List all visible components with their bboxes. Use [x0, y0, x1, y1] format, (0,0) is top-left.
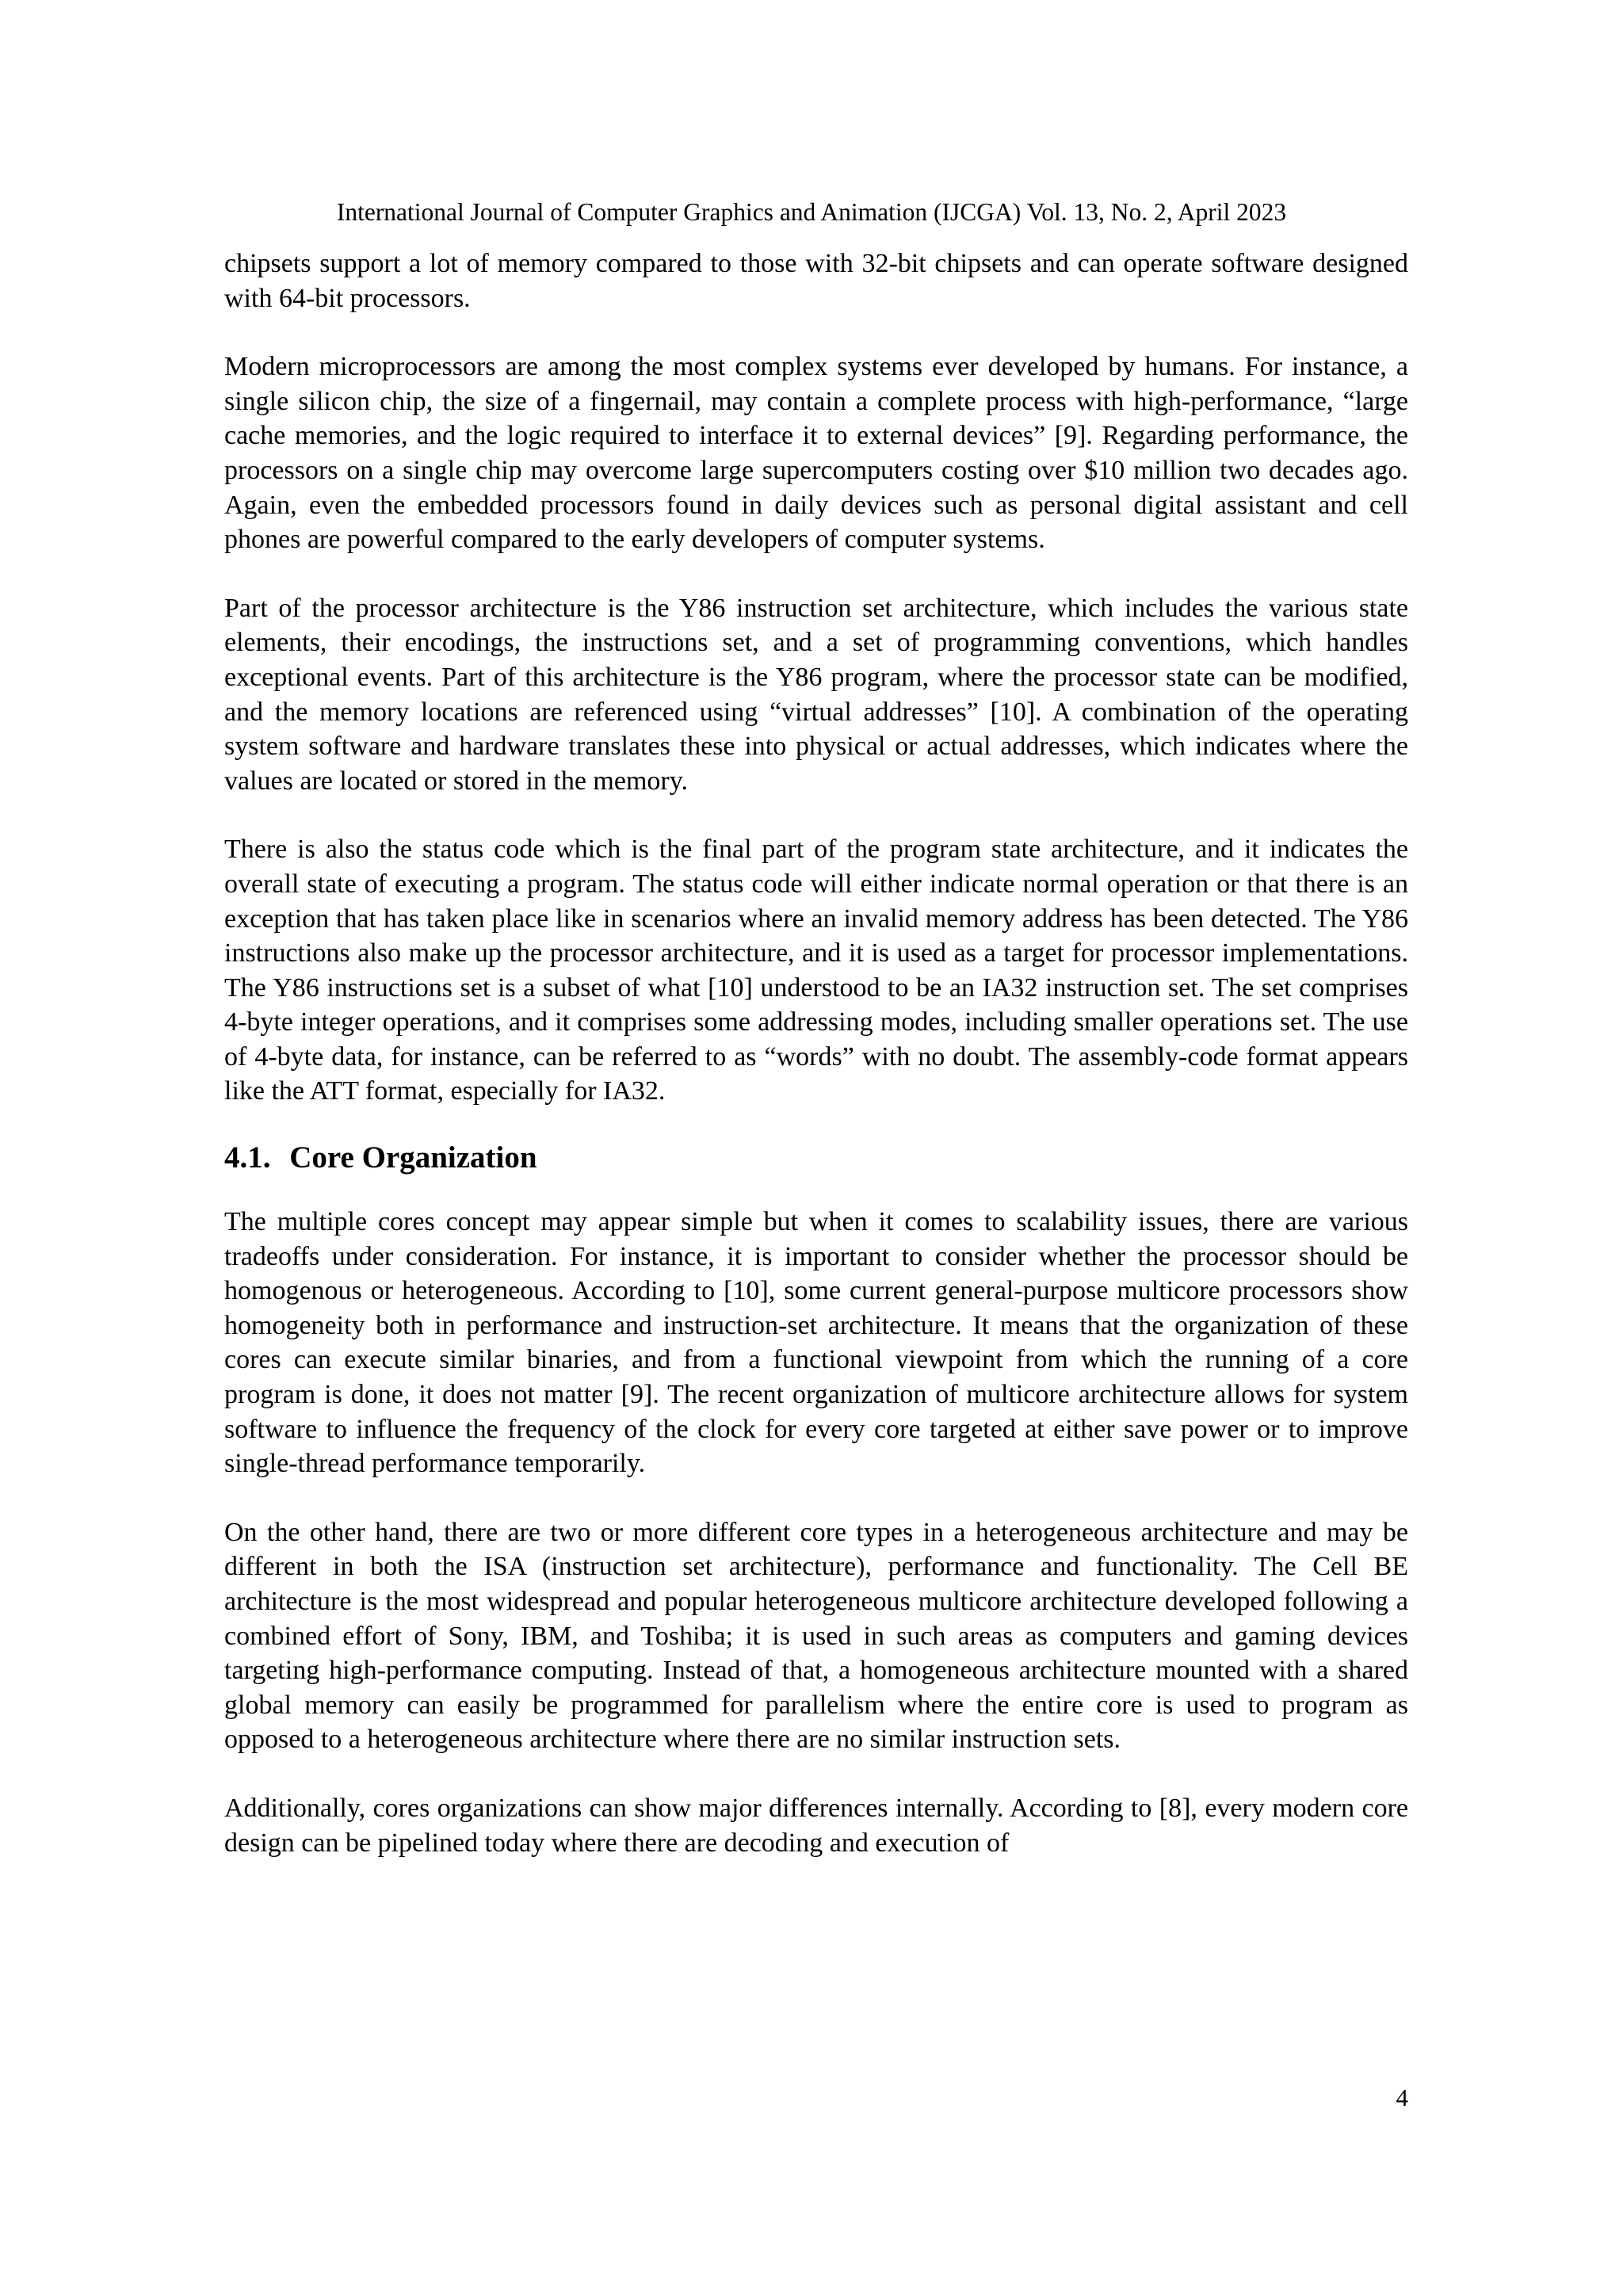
paragraph-multiple-cores: The multiple cores concept may appear simple but when it comes to scalability issues, there are various tradeoffs under consideration. For instance, it is important to consider whether the processor should be homogenous or heterogeneous. According to [10], some current general-purpose multicore processors show homogeneity both in performance and instruction-set architecture. It means that the organization of these cores can execute similar binaries, and from a functional viewpoint from which the running of a core program is done, it does not matter [9]. The recent organization of multicore architecture allows for system software to influence the frequency of the clock for every core targeted at either save power or to improve single-thread performance temporarily.	[224, 1207, 1408, 1479]
section-number: 4.1.	[224, 1140, 271, 1175]
paragraph-core-organizations: Additionally, cores organizations can show major differences internally. According to [8], every modern core design can be pipelined today where there are decoding and execution of	[224, 1793, 1408, 1858]
section-heading	[224, 1139, 1408, 1177]
text-column	[224, 246, 1408, 1860]
running-header: International Journal of Computer Graphics and Animation (IJCGA) Vol. 13, No. 2, April 2023	[336, 198, 1287, 226]
paragraph-modern-microprocessors: Modern microprocessors are among the most complex systems ever developed by humans. For instance, a single silicon chip, the size of a fingernail, may contain a complete process with high-performance, “large cache memories, and the logic required to interface it to external devices” [9]. Regarding performance, the processors on a single chip may overcome large supercomputers costing over $10 million two decades ago. Again, even the embedded processors found in daily devices such as personal digital assistant and cell phones are powerful compared to the early developers of computer systems.	[224, 352, 1408, 555]
paragraph-status-code: There is also the status code which is the final part of the program state architecture, and it indicates the overall state of executing a program. The status code will either indicate normal operation or that there is an exception that has taken place like in scenarios where an invalid memory address has been detected. The Y86 instructions also make up the processor architecture, and it is used as a target for processor implementations. The Y86 instructions set is a subset of what [10] understood to be an IA32 instruction set. The set comprises 4-byte integer operations, and it comprises some addressing modes, including smaller operations set. The use of 4-byte data, for instance, can be referred to as “words” with no doubt. The assembly-code format appears like the ATT format, especially for IA32.	[224, 835, 1408, 1106]
paragraph-heterogeneous-architecture: On the other hand, there are two or more different core types in a heterogeneous architecture and may be different in both the ISA (instruction set architecture), performance and functionality. The Cell BE architecture is the most widespread and popular heterogeneous multicore architecture developed following a combined effort of Sony, IBM, and Toshiba; it is used in such areas as computers and gaming devices targeting high-performance computing. Instead of that, a homogeneous architecture mounted with a shared global memory can easily be programmed for parallelism where the entire core is used to program as opposed to a heterogeneous architecture where there are no similar instruction sets.	[224, 1517, 1408, 1755]
section-title: Core Organization	[289, 1140, 537, 1175]
paragraph-y86-architecture: Part of the processor architecture is the Y86 instruction set architecture, which includes the various state elements, their encodings, the instructions set, and a set of programming conventions, which handles exceptional events. Part of this architecture is the Y86 program, where the processor state can be modified, and the memory locations are referenced using “virtual addresses” [10]. A combination of the operating system software and hardware translates these into physical or actual addresses, which indicates where the values are located or stored in the memory.	[224, 593, 1408, 796]
paragraph-memory-chipsets: chipsets support a lot of memory compared to those with 32-bit chipsets and can operate software designed with 64-bit processors.	[224, 249, 1408, 313]
page-number: 4	[1396, 2084, 1408, 2111]
